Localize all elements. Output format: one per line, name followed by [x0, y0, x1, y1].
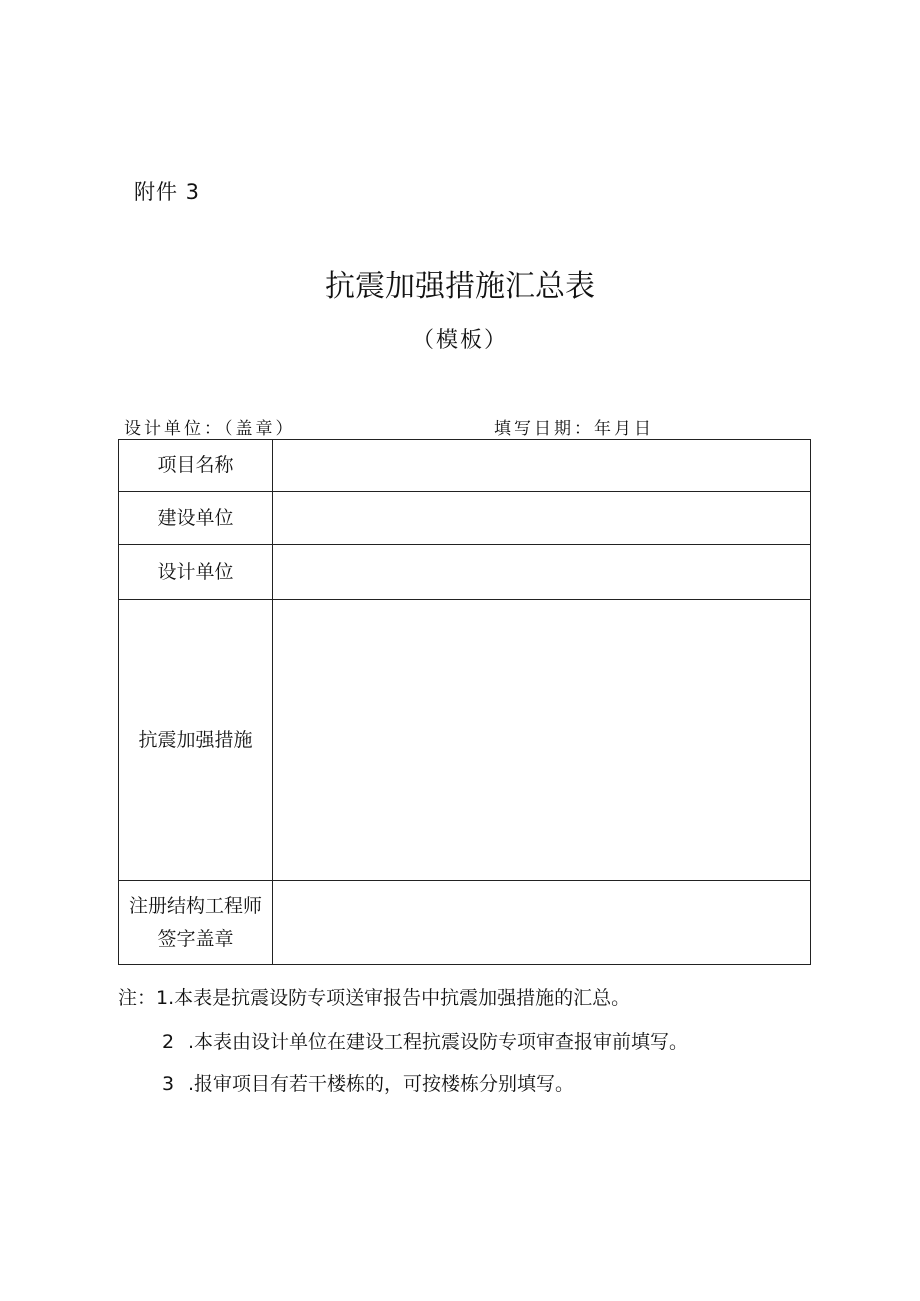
table-row [119, 545, 811, 600]
table-row [119, 881, 811, 965]
fill-date-label: 填写日期：年月日 [494, 419, 654, 439]
construction-unit-field[interactable] [273, 492, 811, 545]
engineer-signature-label-line2: 签字盖章 [157, 927, 234, 950]
design-unit-label: 设计单位 [119, 545, 273, 600]
note-3-number: 3 [162, 1073, 175, 1095]
note-3-text: .报审项目有若干楼栋的，可按楼栋分别填写。 [188, 1073, 575, 1095]
seismic-measures-field[interactable] [273, 600, 811, 881]
engineer-signature-label [119, 881, 273, 965]
note-2-number: 2 [162, 1031, 175, 1053]
note-3 [162, 1069, 574, 1096]
engineer-signature-field[interactable] [273, 881, 811, 965]
table-row [119, 600, 811, 881]
design-unit-seal-label: 设计单位：（盖章） [124, 419, 296, 439]
page-title: 抗震加强措施汇总表 [325, 269, 595, 304]
table-row [119, 440, 811, 492]
construction-unit-label: 建设单位 [119, 492, 273, 545]
design-unit-field[interactable] [273, 545, 811, 600]
note-2-text: .本表由设计单位在建设工程抗震设防专项审查报审前填写。 [188, 1031, 689, 1053]
page-subtitle: （模板） [411, 328, 508, 353]
engineer-signature-label-line1: 注册结构工程师 [128, 894, 262, 917]
project-name-label: 项目名称 [119, 440, 273, 492]
project-name-field[interactable] [273, 440, 811, 492]
note-1: 注：1.本表是抗震设防专项送审报告中抗震加强措施的汇总。 [118, 987, 631, 1009]
summary-form-table [118, 439, 811, 965]
seismic-measures-label: 抗震加强措施 [119, 600, 273, 881]
table-row [119, 492, 811, 545]
note-2 [162, 1027, 688, 1054]
attachment-label: 附件 3 [134, 180, 201, 204]
